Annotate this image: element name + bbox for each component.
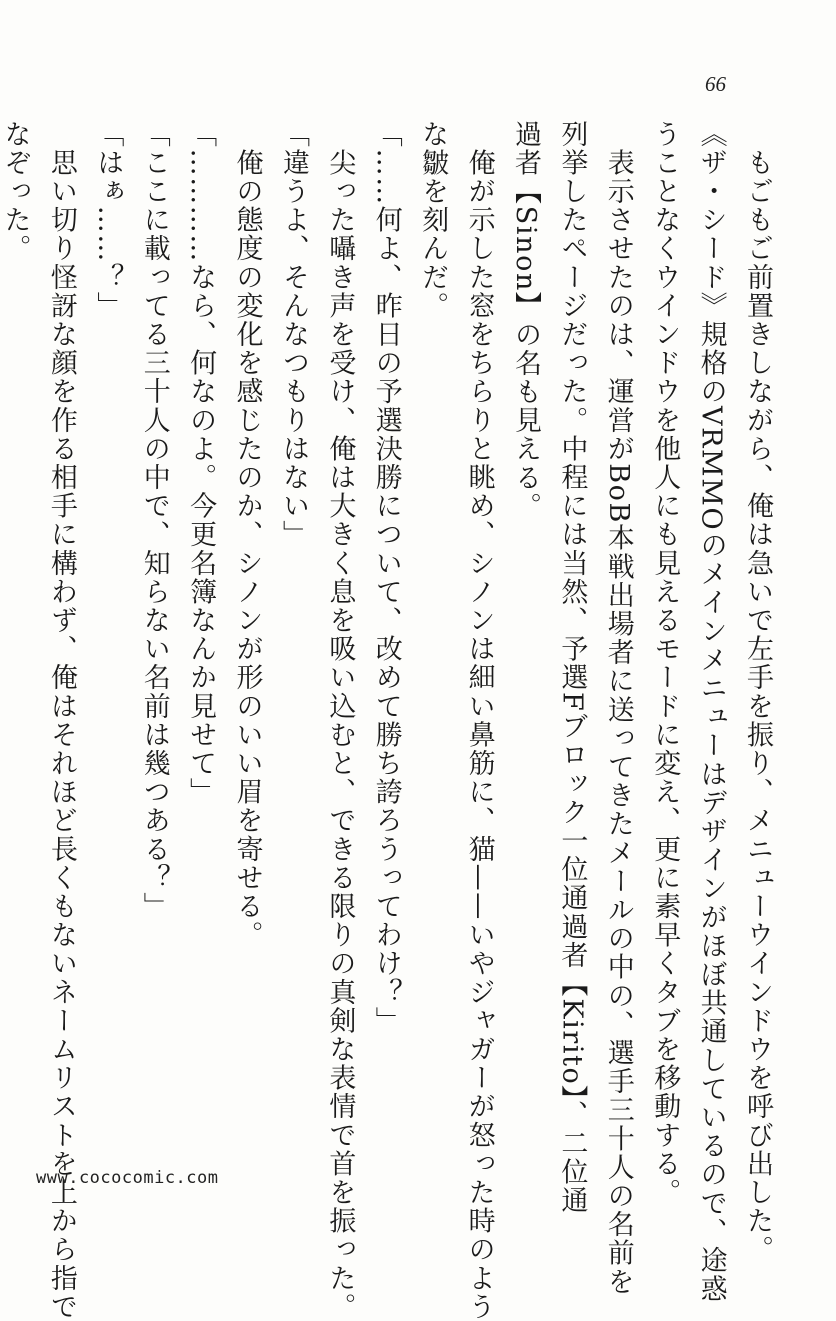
text-line: 俺が示した窓をちらりと眺め、シノンは細い鼻筋に、猫——いやジャガーが怒った時のよう xyxy=(463,120,495,1321)
text-line: な皺を刻んだ。 xyxy=(417,120,449,321)
text-line: 表示させたのは、運営がBoB本戦出場者に送ってきたメールの中の、選手三十人の名前を xyxy=(602,120,634,1297)
text-line: 過者【Sinon】の名も見える。 xyxy=(509,120,541,521)
text-line: 俺の態度の変化を感じたのか、シノンが形のいい眉を寄せる。 xyxy=(231,120,263,950)
text-line: 思い切り怪訝な顔を作る相手に構わず、俺はそれほど長くもないネームリストを上から指で xyxy=(45,120,77,1321)
text-line: 「はぁ……？」 xyxy=(92,120,124,321)
text-line: 尖った囁き声を受け、俺は大きく息を吸い込むと、できる限りの真剣な表情で首を振った。 xyxy=(324,120,356,1321)
text-line: 「…………なら、何なのよ。今更名簿なんか見せて」 xyxy=(185,120,217,807)
watermark-url: www.cococomic.com xyxy=(36,1168,219,1188)
text-line: もごもご前置きしながら、俺は急いで左手を振り、メニューウインドウを呼び出した。 xyxy=(742,120,773,1264)
text-line: 《ザ・シード》規格のVRMMOのメインメニューはデザインがほぼ共通しているので、途惑 xyxy=(695,120,727,1304)
text-line: 「……何よ、昨日の予選決勝について、改めて勝ち誇ろうってわけ？」 xyxy=(370,120,402,1036)
page-number: 66 xyxy=(705,72,726,96)
text-line: 「ここに載ってる三十人の中で、知らない名前は幾つある？」 xyxy=(138,120,170,921)
text-line: なぞった。 xyxy=(0,120,31,263)
text-line: 列挙したページだった。中程には当然、予選Fブロック一位通過者【Kirito】、二位通 xyxy=(556,120,588,1215)
text-line: 「違うよ、そんなつもりはない」 xyxy=(277,120,309,549)
text-line: うことなくウインドウを他人にも見えるモードに変え、更に素早くタブを移動する。 xyxy=(649,120,681,1207)
